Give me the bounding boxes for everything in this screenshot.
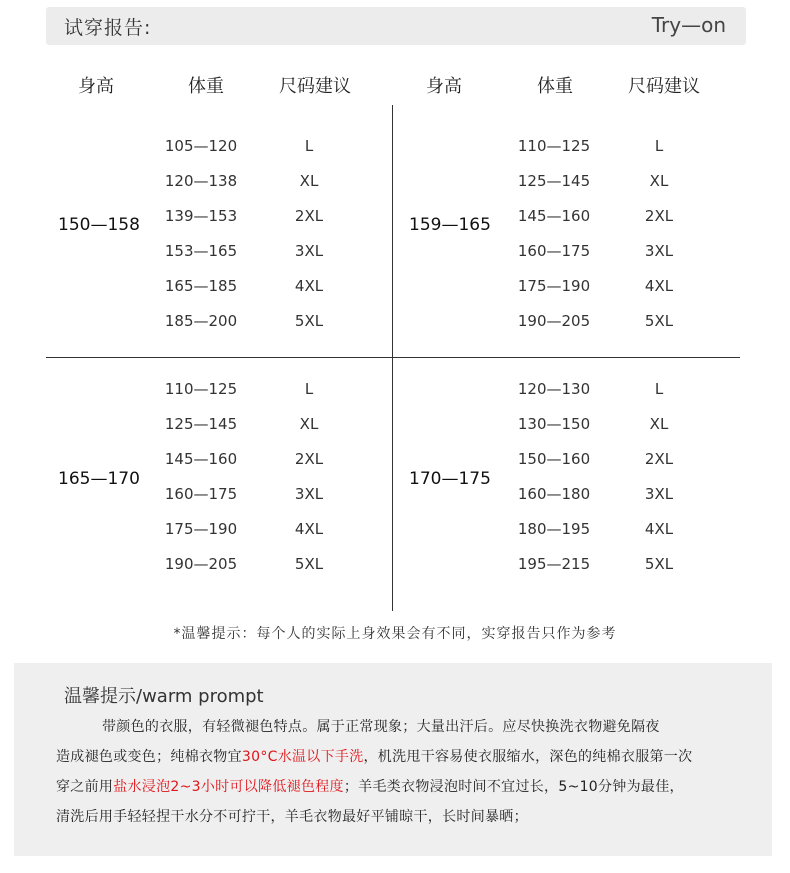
- size-suggestion-cell: 5XL: [644, 312, 674, 330]
- size-suggestion-cell: 2XL: [644, 450, 674, 468]
- tips-line-3-a: 穿之前用: [56, 779, 114, 795]
- height-range-label: 159—165: [409, 215, 491, 235]
- weight-range-cell: 105—120: [164, 137, 238, 155]
- header-en-title: Try—on: [651, 13, 726, 37]
- size-suggestion-cell: 5XL: [294, 312, 324, 330]
- weight-range-cell: 190—205: [517, 312, 591, 330]
- weight-range-cell: 150—160: [517, 450, 591, 468]
- weight-range-cell: 165—185: [164, 277, 238, 295]
- weight-range-cell: 130—150: [517, 415, 591, 433]
- weight-range-cell: 175—190: [164, 520, 238, 538]
- weight-range-cell: 139—153: [164, 207, 238, 225]
- size-suggestion-cell: L: [654, 380, 664, 398]
- table-vertical-divider: [392, 105, 393, 611]
- size-suggestion-cell: 4XL: [294, 277, 324, 295]
- tips-line-2: [56, 746, 692, 766]
- size-suggestion-cell: L: [304, 137, 314, 155]
- size-suggestion-cell: 4XL: [644, 277, 674, 295]
- weight-range-cell: 145—160: [517, 207, 591, 225]
- size-suggestion-cell: 3XL: [294, 242, 324, 260]
- size-suggestion-cell: L: [654, 137, 664, 155]
- col-header-weight-right: 体重: [537, 76, 573, 97]
- weight-range-cell: 145—160: [164, 450, 238, 468]
- height-range-label: 170—175: [409, 469, 491, 489]
- weight-range-cell: 185—200: [164, 312, 238, 330]
- height-range-label: 165—170: [58, 469, 140, 489]
- header-title: 试穿报告:: [64, 17, 152, 39]
- weight-range-cell: 160—175: [517, 242, 591, 260]
- size-suggestion-cell: XL: [299, 415, 319, 433]
- size-suggestion-cell: 5XL: [644, 555, 674, 573]
- size-suggestion-cell: 2XL: [294, 207, 324, 225]
- weight-range-cell: 120—130: [517, 380, 591, 398]
- tips-line-2-b: ，机洗甩干容易使衣服缩水，深色的纯棉衣服第一次: [363, 749, 693, 765]
- size-suggestion-cell: XL: [649, 415, 669, 433]
- header-bar: [46, 7, 746, 45]
- col-header-height-right: 身高: [426, 76, 462, 97]
- size-suggestion-cell: 3XL: [644, 242, 674, 260]
- size-suggestion-cell: 3XL: [294, 485, 324, 503]
- size-suggestion-cell: 2XL: [644, 207, 674, 225]
- weight-range-cell: 125—145: [517, 172, 591, 190]
- size-suggestion-cell: 3XL: [644, 485, 674, 503]
- weight-range-cell: 180—195: [517, 520, 591, 538]
- size-suggestion-cell: 4XL: [644, 520, 674, 538]
- tips-box: [14, 663, 772, 856]
- col-header-size-right: 尺码建议: [628, 76, 700, 97]
- size-suggestion-cell: 4XL: [294, 520, 324, 538]
- weight-range-cell: 175—190: [517, 277, 591, 295]
- size-suggestion-cell: 5XL: [294, 555, 324, 573]
- weight-range-cell: 120—138: [164, 172, 238, 190]
- size-suggestion-cell: XL: [649, 172, 669, 190]
- weight-range-cell: 160—175: [164, 485, 238, 503]
- tips-title: 温馨提示/warm prompt: [64, 686, 264, 707]
- weight-range-cell: 190—205: [164, 555, 238, 573]
- size-note: *温馨提示：每个人的实际上身效果会有不同，实穿报告只作为参考: [173, 626, 617, 642]
- weight-range-cell: 110—125: [164, 380, 238, 398]
- col-header-weight-left: 体重: [188, 76, 224, 97]
- weight-range-cell: 110—125: [517, 137, 591, 155]
- tips-line-3-b: ；羊毛类衣物浸泡时间不宜过长，5~10分钟为最佳，: [343, 779, 684, 795]
- weight-range-cell: 125—145: [164, 415, 238, 433]
- size-suggestion-cell: XL: [299, 172, 319, 190]
- tips-line-2-a: 造成褪色或变色；纯棉衣物宜: [56, 749, 242, 765]
- weight-range-cell: 195—215: [517, 555, 591, 573]
- height-range-label: 150—158: [58, 215, 140, 235]
- tips-line-1: 带颜色的衣服，有轻微褪色特点。属于正常现象；大量出汗后。应尽快换洗衣物避免隔夜: [102, 719, 660, 735]
- tips-line-4: 清洗后用手轻轻捏干水分不可拧干，羊毛衣物最好平铺晾干，长时间暴晒；: [56, 809, 528, 825]
- col-header-size-left: 尺码建议: [279, 76, 351, 97]
- weight-range-cell: 153—165: [164, 242, 238, 260]
- col-header-height-left: 身高: [78, 76, 114, 97]
- tips-line-2-red: 30°C水温以下手洗: [241, 749, 364, 765]
- weight-range-cell: 160—180: [517, 485, 591, 503]
- table-horizontal-divider: [46, 357, 740, 358]
- size-suggestion-cell: L: [304, 380, 314, 398]
- size-suggestion-cell: 2XL: [294, 450, 324, 468]
- tips-line-3-red: 盐水浸泡2~3小时可以降低褪色程度: [113, 779, 344, 795]
- tips-line-3: [56, 776, 684, 796]
